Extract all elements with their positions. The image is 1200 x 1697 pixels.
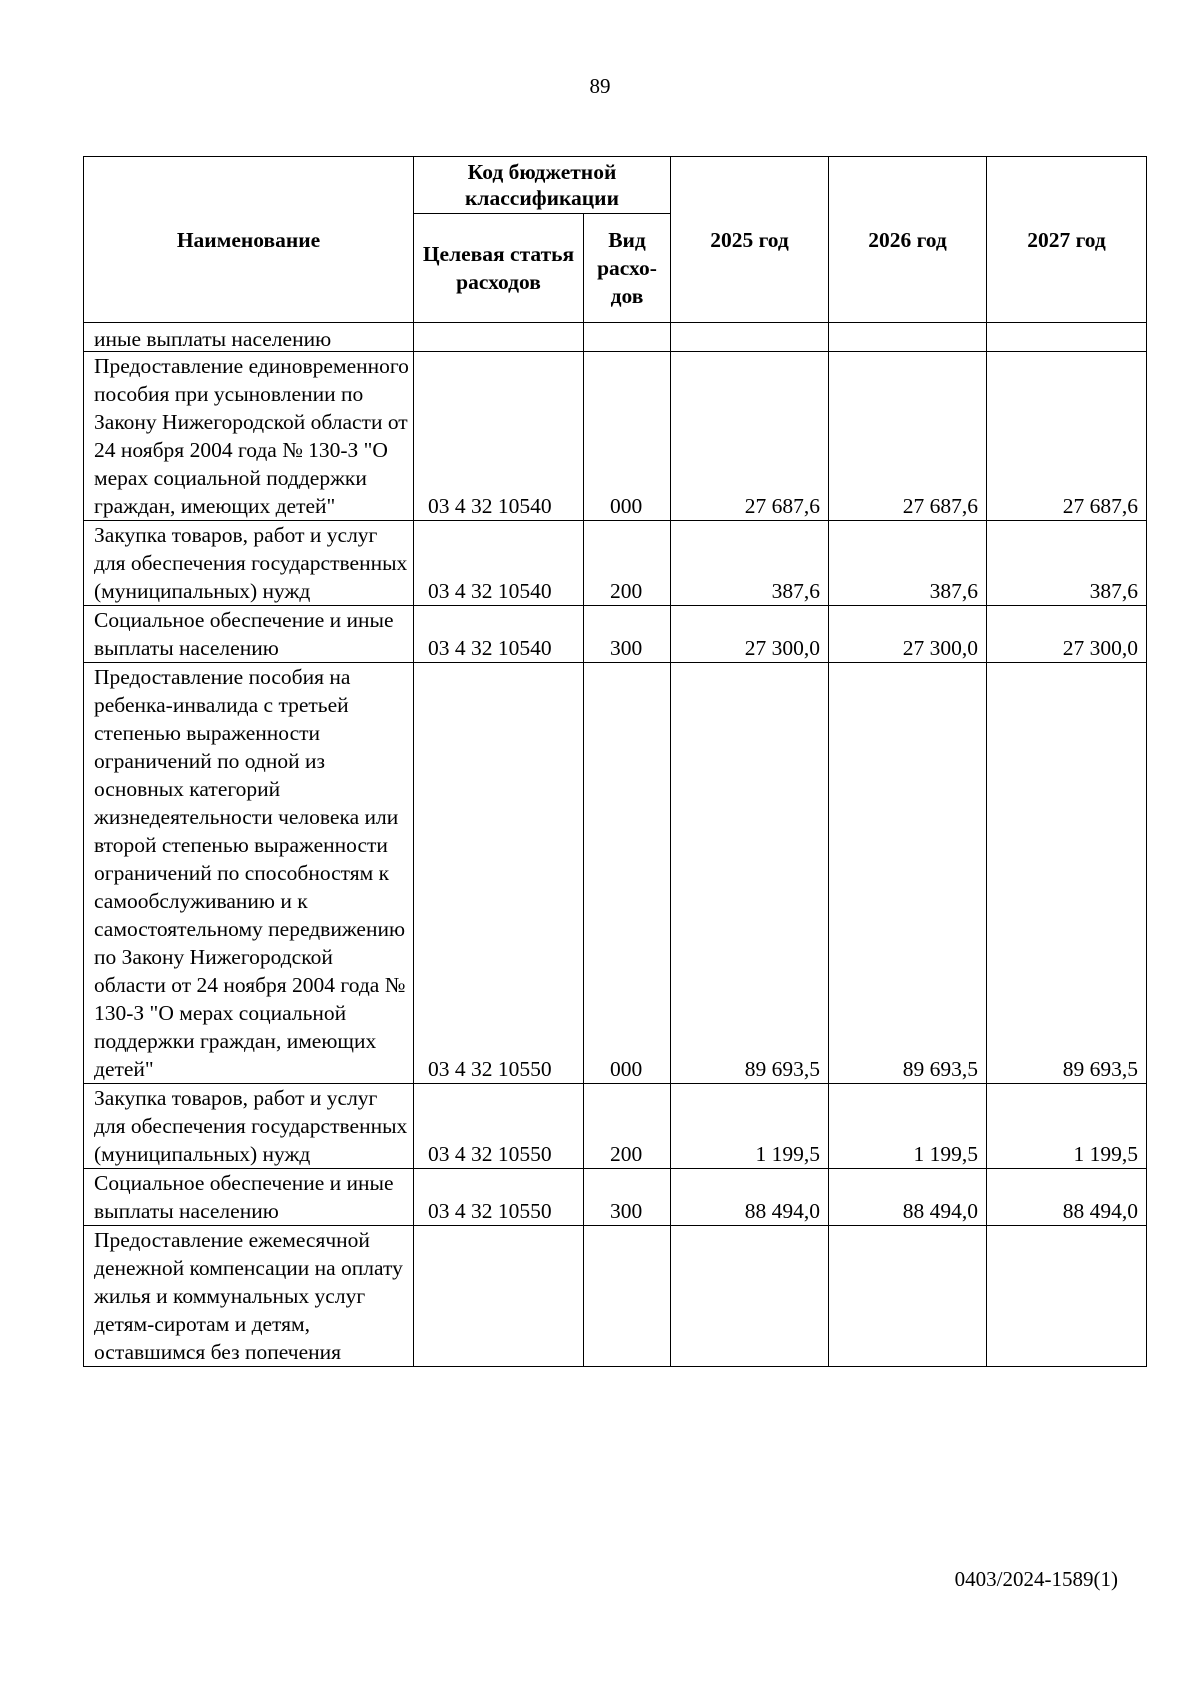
row-name: Социальное обеспечение и иные выплаты населению [84,1169,414,1226]
document-code: 0403/2024-1589(1) [954,1567,1118,1591]
row-value-2026: 27 687,6 [829,352,987,521]
row-value-2025: 89 693,5 [671,663,829,1084]
row-value-2025 [671,1226,829,1367]
table-row [84,323,1147,352]
header-year-2025: 2025 год [671,157,829,323]
row-value-2026: 27 300,0 [829,606,987,663]
row-value-2027: 1 199,5 [987,1084,1147,1169]
row-target-article: 03 4 32 10540 [414,521,584,606]
row-value-2026 [829,323,987,352]
table-row [84,521,1147,606]
row-value-2026: 1 199,5 [829,1084,987,1169]
header-name: Наименование [84,157,414,323]
row-value-2025 [671,323,829,352]
row-expense-type: 300 [584,606,671,663]
table-header [84,157,1147,323]
row-name: Социальное обеспечение и иные выплаты населению [84,606,414,663]
table-row [84,352,1147,521]
row-expense-type [584,1226,671,1367]
row-value-2027: 27 687,6 [987,352,1147,521]
row-target-article: 03 4 32 10540 [414,606,584,663]
table-row [84,1169,1147,1226]
row-value-2026: 88 494,0 [829,1169,987,1226]
row-value-2025: 88 494,0 [671,1169,829,1226]
row-expense-type: 200 [584,521,671,606]
row-value-2025: 27 300,0 [671,606,829,663]
row-expense-type: 000 [584,663,671,1084]
row-value-2025: 387,6 [671,521,829,606]
table-row [84,1226,1147,1367]
row-target-article [414,323,584,352]
row-target-article [414,1226,584,1367]
row-target-article: 03 4 32 10550 [414,1084,584,1169]
row-value-2026 [829,1226,987,1367]
table-row [84,1084,1147,1169]
row-name: Закупка товаров, работ и услуг для обеспечения государственных (муниципальных) нужд [84,1084,414,1169]
budget-table [83,156,1147,1367]
table-body [84,323,1147,1367]
header-year-2026: 2026 год [829,157,987,323]
row-target-article: 03 4 32 10540 [414,352,584,521]
header-expense-type: Вид расхо-дов [584,214,671,323]
row-expense-type: 200 [584,1084,671,1169]
header-target-article: Целевая статья расходов [414,214,584,323]
row-expense-type [584,323,671,352]
table-row [84,663,1147,1084]
row-value-2027 [987,323,1147,352]
row-value-2027: 89 693,5 [987,663,1147,1084]
row-value-2027 [987,1226,1147,1367]
row-value-2027: 88 494,0 [987,1169,1147,1226]
page-number: 89 [589,74,611,98]
header-classification-group: Код бюджетной классификации [414,157,671,214]
row-expense-type: 300 [584,1169,671,1226]
row-value-2026: 89 693,5 [829,663,987,1084]
row-name: Предоставление ежемесячной денежной компенсации на оплату жилья и коммунальных услуг детям-сиротам и детям, оставшимся без попечения [84,1226,414,1367]
row-value-2025: 1 199,5 [671,1084,829,1169]
row-value-2025: 27 687,6 [671,352,829,521]
row-target-article: 03 4 32 10550 [414,1169,584,1226]
row-name: иные выплаты населению [84,323,414,352]
row-expense-type: 000 [584,352,671,521]
row-value-2027: 387,6 [987,521,1147,606]
row-name: Предоставление пособия на ребенка-инвалида с третьей степенью выраженности ограничений по одной из основных категорий жизнедеятельности человека или второй степенью выраженности ограничений по способностям к самообслуживанию и к самостоятельному передвижению по Закону Нижегородской области от 24 ноября 2004 года № 130-З "О мерах социальной поддержки граждан, имеющих детей" [84,663,414,1084]
row-name: Закупка товаров, работ и услуг для обеспечения государственных (муниципальных) нужд [84,521,414,606]
table-row [84,606,1147,663]
row-value-2027: 27 300,0 [987,606,1147,663]
row-name: Предоставление единовременного пособия при усыновлении по Закону Нижегородской области от 24 ноября 2004 года № 130-З "О мерах социальной поддержки граждан, имеющих детей" [84,352,414,521]
header-year-2027: 2027 год [987,157,1147,323]
row-target-article: 03 4 32 10550 [414,663,584,1084]
row-value-2026: 387,6 [829,521,987,606]
